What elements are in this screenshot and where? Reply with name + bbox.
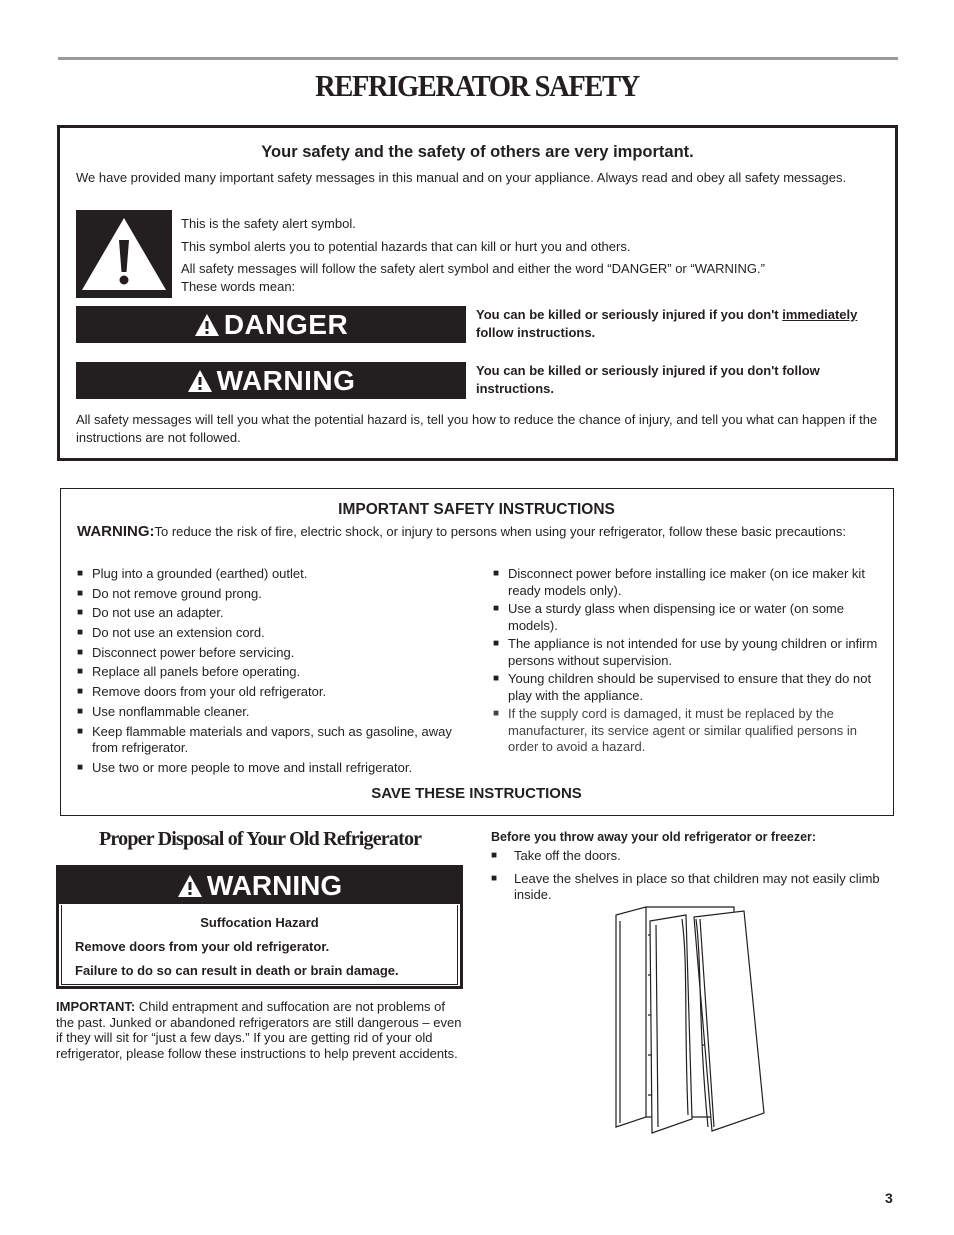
list-item: ■ Do not remove ground prong. [77, 586, 472, 603]
refrigerator-illustration [612, 905, 772, 1137]
list-item: ■ Remove doors from your old refrigerator. [77, 684, 472, 701]
save-instructions: SAVE THESE INSTRUCTIONS [371, 785, 582, 802]
disposal-title: Proper Disposal of Your Old Refrigerator [99, 828, 422, 850]
box2-warning: WARNING:To reduce the risk of fire, electric shock, or injury to persons when using your refrigerator, follow these basic precautions: [77, 523, 846, 540]
list-item: ■ Use a sturdy glass when dispensing ice or water (on some models). [493, 601, 888, 634]
important-paragraph: IMPORTANT: Child entrapment and suffocation are not problems of the past. Junked or abandoned refrigerators are still dangerous – even if they will sit for “just a few days.” If you are getting rid of your old refrigerator, please follow these instructions to help prevent accidents. [56, 999, 462, 1061]
suffocation-warning-box [56, 865, 463, 989]
list-item: ■ Young children should be supervised to ensure that they do not play with the appliance. [493, 671, 888, 704]
before-throw-away-text: Before you throw away your old refrigerator or freezer: [491, 830, 817, 844]
box1-outro: All safety messages will tell you what the potential hazard is, tell you how to reduce the chance of injury, and tell you what can happen if the instructions are not followed. [76, 412, 878, 445]
safety-alert-symbol-icon [76, 210, 172, 298]
list-item: ■ Disconnect power before servicing. [77, 645, 472, 662]
disposal-steps-list [491, 848, 891, 910]
danger-label: DANGER [223, 308, 349, 340]
list-item: ■ Do not use an adapter. [77, 605, 472, 622]
warning-body [61, 905, 458, 985]
warning-text: You can be killed or seriously injured if you don't follow instructions. [476, 363, 820, 396]
safety-intro-box [57, 125, 898, 461]
list-item: ■ Do not use an extension cord. [77, 625, 472, 642]
danger-text: You can be killed or seriously injured if you don't immediately follow instructions. [476, 307, 858, 340]
left-instructions-list [77, 566, 472, 779]
alert-triangle-icon [187, 369, 213, 393]
symbol-line-2: This symbol alerts you to potential hazards that can kill or hurt you and others. [181, 239, 631, 254]
list-item: ■ If the supply cord is damaged, it must be replaced by the manufacturer, its service agent or similar qualified persons in order to avoid a hazard. [493, 706, 888, 756]
important-safety-instructions-box [60, 488, 894, 816]
list-item: ■ Replace all panels before operating. [77, 664, 472, 681]
list-item: ■ Leave the shelves in place so that children may not easily climb inside. [491, 871, 891, 903]
warning-label: WARNING [216, 364, 356, 396]
symbol-line-4: These words mean: [181, 279, 296, 294]
page-number: 3 [885, 1190, 893, 1206]
top-rule [58, 57, 898, 60]
warning-label: WARNING [206, 870, 343, 901]
list-item: ■ Take off the doors. [491, 848, 891, 864]
symbol-line-1: This is the safety alert symbol. [181, 216, 356, 231]
list-item: ■ Disconnect power before installing ice maker (on ice maker kit ready models only). [493, 566, 888, 599]
box1-heading: Your safety and the safety of others are very important. [261, 143, 694, 161]
list-item: ■ The appliance is not intended for use by young children or infirm persons without supervision. [493, 636, 888, 669]
warning-line-1: Remove doors from your old refrigerator. [75, 939, 330, 954]
list-item: ■ Use two or more people to move and install refrigerator. [77, 760, 472, 777]
box2-heading: IMPORTANT SAFETY INSTRUCTIONS [338, 501, 615, 518]
warning-line-2: Failure to do so can result in death or brain damage. [75, 963, 399, 978]
list-item: ■ Use nonflammable cleaner. [77, 704, 472, 721]
warning-signal-bar [76, 362, 466, 399]
list-item: ■ Keep flammable materials and vapors, such as gasoline, away from refrigerator. [77, 724, 472, 757]
box1-intro: We have provided many important safety messages in this manual and on your appliance. Always read and obey all safety messages. [76, 170, 847, 185]
alert-triangle-icon [194, 313, 220, 337]
symbol-line-3: All safety messages will follow the safety alert symbol and either the word “DANGER” or “WARNING.” [181, 261, 765, 276]
page-title: REFRIGERATOR SAFETY [315, 68, 639, 103]
alert-triangle-icon [177, 874, 203, 898]
list-item: ■ Plug into a grounded (earthed) outlet. [77, 566, 472, 583]
hazard-title: Suffocation Hazard [200, 915, 319, 930]
right-instructions-list [493, 566, 888, 758]
danger-signal-bar [76, 306, 466, 343]
warning-signal-bar [59, 868, 460, 904]
